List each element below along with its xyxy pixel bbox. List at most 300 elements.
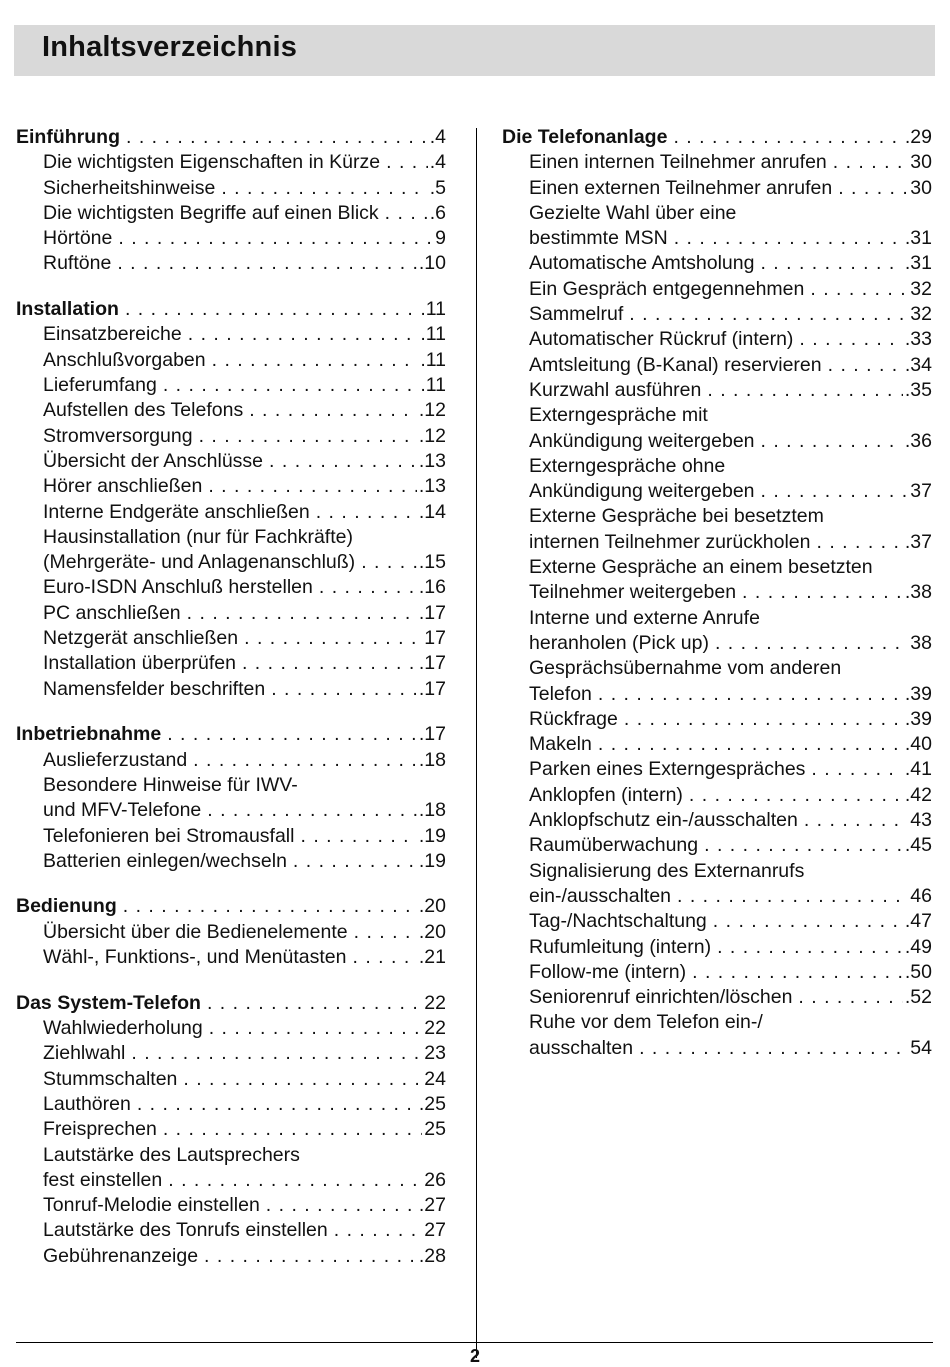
- toc-entry: [16, 474, 446, 499]
- toc-entry: [16, 1092, 446, 1117]
- toc-entry: [502, 429, 932, 454]
- toc-entry-title: Installation überprüfen: [43, 652, 236, 675]
- toc-entry-title: Ankündigung weitergeben: [529, 429, 755, 452]
- toc-entry-title: Follow-me (intern): [529, 960, 687, 983]
- toc-page-number: 32: [910, 303, 932, 326]
- toc-page-number: .39: [904, 682, 932, 705]
- toc-leader-dots: [293, 849, 417, 874]
- toc-entry: [502, 707, 932, 732]
- toc-entry: [16, 575, 446, 600]
- toc-page-number: .4: [429, 126, 446, 148]
- toc-entry-title: Interne Endgeräte anschließen: [43, 500, 310, 523]
- toc-entry: [502, 656, 932, 681]
- toc-entry: [16, 601, 446, 626]
- toc-entry-title: Signalisierung des Externanrufs: [529, 859, 805, 882]
- toc-entry-title: (Mehrgeräte- und Anlagenanschluß): [43, 551, 356, 574]
- toc-section-heading: [16, 297, 446, 322]
- toc-entry: [16, 798, 446, 823]
- toc-leader-dots: [352, 945, 416, 970]
- toc-page-number: .15: [418, 551, 446, 574]
- toc-leader-dots: [673, 125, 902, 150]
- toc-entry: [502, 909, 932, 934]
- toc-entry-title: Installation: [16, 298, 119, 321]
- toc-entry-title: Amtsleitung (B-Kanal) reservieren: [529, 353, 822, 376]
- toc-page-number: .6: [429, 201, 446, 224]
- toc-leader-dots: [361, 550, 417, 575]
- toc-entry: [502, 631, 932, 656]
- toc-entry-title: Sicherheitshinweise: [43, 176, 216, 199]
- toc-entry-title: Hörtöne: [43, 227, 113, 250]
- toc-entry: [16, 1016, 446, 1041]
- toc-page-number: 27: [424, 1219, 446, 1242]
- toc-page-number: .19: [418, 824, 446, 847]
- toc-leader-dots: [742, 580, 903, 605]
- toc-page-number: 30: [910, 151, 932, 174]
- toc-leader-dots: [811, 757, 902, 782]
- toc-leader-dots: [704, 833, 903, 858]
- toc-section-heading: [16, 991, 446, 1016]
- toc-entry-title: Externe Gespräche bei besetztem: [529, 505, 824, 528]
- toc-section-heading: [16, 894, 446, 919]
- toc-page-number: .31: [904, 252, 932, 275]
- toc-entry-title: Freisprechen: [43, 1118, 157, 1141]
- toc-leader-dots: [300, 824, 416, 849]
- toc-page-number: 22: [424, 1017, 446, 1040]
- toc-entry: [502, 150, 932, 175]
- toc-page-number: .50: [904, 960, 932, 983]
- toc-leader-dots: [204, 1244, 417, 1269]
- toc-entry: [16, 677, 446, 702]
- toc-section-heading: [16, 722, 446, 747]
- toc-entry: [502, 353, 932, 378]
- toc-page-number: .29: [904, 126, 932, 148]
- toc-leader-dots: [598, 732, 903, 757]
- toc-leader-dots: [689, 783, 903, 808]
- toc-leader-dots: [137, 1092, 417, 1117]
- toc-entry: [502, 783, 932, 808]
- toc-leader-dots: [385, 201, 428, 226]
- toc-entry-title: bestimmte MSN: [529, 227, 668, 250]
- toc-entry-title: ausschalten: [529, 1036, 634, 1059]
- toc-entry-title: Lieferumfang: [43, 374, 157, 397]
- toc-page-number: .18: [418, 748, 446, 771]
- toc-leader-dots: [713, 909, 903, 934]
- toc-entry-title: Bedienung: [16, 895, 117, 918]
- toc-leader-dots: [717, 935, 903, 960]
- toc-leader-dots: [598, 682, 903, 707]
- toc-leader-dots: [212, 348, 419, 373]
- toc-entry-title: Rückfrage: [529, 707, 618, 730]
- toc-leader-dots: [804, 808, 908, 833]
- toc-page-number: 37: [910, 480, 932, 503]
- toc-page-number: .20: [418, 920, 446, 943]
- toc-entry-title: Inbetriebnahme: [16, 723, 162, 746]
- toc-entry: [502, 985, 932, 1010]
- toc-entry: [16, 1067, 446, 1092]
- toc-entry-title: Übersicht der Anschlüsse: [43, 449, 264, 472]
- toc-page-number: .33: [904, 328, 932, 351]
- toc-leader-dots: [221, 176, 427, 201]
- toc-page-number: .27: [418, 1194, 446, 1217]
- toc-page-number: 38: [910, 631, 932, 654]
- toc-entry: [16, 424, 446, 449]
- toc-entry: [502, 201, 932, 226]
- toc-page-number: .17: [418, 601, 446, 624]
- toc-leader-dots: [163, 1117, 422, 1142]
- toc-entry: [502, 251, 932, 276]
- toc-entry: [16, 1244, 446, 1269]
- toc-page-number: .17: [418, 723, 446, 746]
- toc-entry-title: Namensfelder beschriften: [43, 677, 266, 700]
- toc-page-number: .47: [904, 910, 932, 933]
- toc-entry: [502, 530, 932, 555]
- toc-leader-dots: [193, 748, 417, 773]
- toc-entry-title: Parken eines Externgespräches: [529, 758, 806, 781]
- toc-leader-dots: [271, 677, 417, 702]
- toc-entry-title: Ruftöne: [43, 252, 112, 275]
- toc-page-number: .37: [904, 530, 932, 553]
- toc-leader-dots: [761, 429, 903, 454]
- toc-entry: [16, 322, 446, 347]
- toc-entry: [16, 773, 446, 798]
- toc-entry: [502, 884, 932, 909]
- toc-entry: [16, 651, 446, 676]
- toc-right-column: [502, 125, 932, 1081]
- toc-leader-dots: [126, 125, 428, 150]
- toc-page-number: 46: [910, 884, 932, 907]
- page-title: Inhaltsverzeichnis: [42, 31, 298, 63]
- toc-page-number: .41: [904, 758, 932, 781]
- toc-entry: [502, 682, 932, 707]
- toc-leader-dots: [208, 474, 417, 499]
- toc-entry: [502, 403, 932, 428]
- toc-page-number: .25: [418, 1092, 446, 1115]
- toc-section: [502, 125, 932, 1061]
- toc-entry: [502, 1010, 932, 1035]
- toc-entry-title: Besondere Hinweise für IWV-: [43, 773, 298, 796]
- toc-section: [16, 722, 446, 874]
- toc-page-number: .5: [429, 176, 446, 199]
- toc-entry-title: ein-/ausschalten: [529, 884, 672, 907]
- toc-section-heading: [502, 125, 932, 150]
- toc-entry-title: Stummschalten: [43, 1067, 178, 1090]
- toc-page-number: .49: [904, 935, 932, 958]
- toc-page-number: 9: [435, 227, 446, 250]
- toc-entry: [502, 935, 932, 960]
- toc-entry-title: Seniorenruf einrichten/löschen: [529, 986, 793, 1009]
- toc-entry-title: internen Teilnehmer zurückholen: [529, 530, 811, 553]
- toc-leader-dots: [798, 985, 902, 1010]
- toc-entry-title: Kurzwahl ausführen: [529, 378, 702, 401]
- toc-page-number: 26: [424, 1168, 446, 1191]
- toc-entry: [502, 606, 932, 631]
- toc-entry: [502, 859, 932, 884]
- toc-leader-dots: [386, 150, 428, 175]
- toc-page-number: .18: [418, 799, 446, 822]
- toc-entry-title: Ein Gespräch entgegennehmen: [529, 277, 805, 300]
- toc-entry-title: Ankündigung weitergeben: [529, 480, 755, 503]
- toc-entry-title: Telefonieren bei Stromausfall: [43, 824, 295, 847]
- toc-entry-title: Hausinstallation (nur für Fachkräfte): [43, 525, 353, 548]
- toc-leader-dots: [131, 1041, 422, 1066]
- toc-left-column: [16, 125, 446, 1289]
- toc-page-number: .52: [904, 986, 932, 1009]
- toc-entry-title: Lautstärke des Tonrufs einstellen: [43, 1219, 328, 1242]
- toc-page-number: .42: [904, 783, 932, 806]
- toc-entry: [502, 479, 932, 504]
- toc-page-number: .12: [418, 399, 446, 422]
- toc-entry: [502, 226, 932, 251]
- toc-entry: [502, 960, 932, 985]
- toc-leader-dots: [319, 575, 417, 600]
- toc-entry-title: Stromversorgung: [43, 424, 193, 447]
- title-bar: [14, 25, 935, 76]
- toc-entry-title: Auslieferzustand: [43, 748, 188, 771]
- toc-entry-title: Teilnehmer weitergeben: [529, 581, 737, 604]
- toc-entry-title: Tag-/Nachtschaltung: [529, 910, 707, 933]
- toc-leader-dots: [125, 297, 418, 322]
- toc-entry: [16, 176, 446, 201]
- toc-page-number: .17: [418, 652, 446, 675]
- toc-page-number: 24: [424, 1067, 446, 1090]
- toc-entry-title: Die wichtigsten Eigenschaften in Kürze: [43, 151, 381, 174]
- toc-page-number: .21: [418, 946, 446, 969]
- toc-entry: [16, 525, 446, 550]
- toc-entry-title: Das System-Telefon: [16, 991, 201, 1014]
- toc-entry-title: Lauthören: [43, 1092, 131, 1115]
- toc-entry-title: Netzgerät anschließen: [43, 627, 239, 650]
- toc-leader-dots: [188, 322, 419, 347]
- toc-page-number: .20: [418, 895, 446, 918]
- toc-leader-dots: [167, 722, 417, 747]
- toc-entry: [16, 373, 446, 398]
- toc-entry: [16, 1117, 446, 1142]
- toc-entry: [502, 808, 932, 833]
- toc-entry: [502, 302, 932, 327]
- toc-page-number: .11: [420, 298, 446, 321]
- toc-leader-dots: [629, 302, 908, 327]
- toc-leader-dots: [677, 884, 908, 909]
- toc-entry-title: Automatische Amtsholung: [529, 252, 755, 275]
- toc-page-number: .11: [420, 323, 446, 346]
- toc-entry: [502, 555, 932, 580]
- toc-entry: [502, 833, 932, 858]
- toc-page-number: .16: [418, 576, 446, 599]
- toc-leader-dots: [183, 1067, 422, 1092]
- toc-entry: [16, 920, 446, 945]
- toc-entry: [16, 251, 446, 276]
- footer-rule: [16, 1342, 933, 1343]
- toc-entry: [16, 824, 446, 849]
- toc-leader-dots: [639, 1036, 908, 1061]
- toc-page-number: .31: [904, 227, 932, 250]
- toc-entry: [16, 150, 446, 175]
- toc-section: [16, 894, 446, 970]
- toc-page-number: .12: [418, 424, 446, 447]
- toc-entry-title: Externe Gespräche an einem besetzten: [529, 556, 873, 579]
- toc-entry-title: Einführung: [16, 126, 120, 148]
- toc-page-number: .19: [418, 849, 446, 872]
- toc-leader-dots: [163, 373, 419, 398]
- toc-entry-title: Lautstärke des Lautsprechers: [43, 1143, 300, 1166]
- toc-entry-title: Makeln: [529, 733, 592, 756]
- toc-entry: [502, 327, 932, 352]
- toc-entry-title: Aufstellen des Telefons: [43, 399, 244, 422]
- toc-entry-title: Euro-ISDN Anschluß herstellen: [43, 576, 313, 599]
- toc-leader-dots: [334, 1218, 423, 1243]
- toc-entry-title: Interne und externe Anrufe: [529, 606, 760, 629]
- toc-entry: [16, 226, 446, 251]
- toc-entry-title: Ziehlwahl: [43, 1042, 126, 1065]
- toc-entry: [16, 1218, 446, 1243]
- toc-page-number: 30: [910, 176, 932, 199]
- toc-leader-dots: [715, 631, 908, 656]
- toc-page-number: .10: [418, 252, 446, 275]
- toc-page-number: .40: [904, 733, 932, 756]
- toc-entry-title: Raumüberwachung: [529, 834, 699, 857]
- toc-page-number: 32: [910, 277, 932, 300]
- toc-page-number: .39: [904, 707, 932, 730]
- toc-entry-title: Sammelruf: [529, 303, 624, 326]
- toc-leader-dots: [249, 398, 417, 423]
- toc-entry: [502, 580, 932, 605]
- toc-entry-title: Telefon: [529, 682, 592, 705]
- toc-page-number: .4: [429, 151, 446, 174]
- toc-entry-title: Einen internen Teilnehmer anrufen: [529, 151, 827, 174]
- toc-entry-title: Anklopfen (intern): [529, 783, 683, 806]
- toc-page-number: .38: [904, 581, 932, 604]
- toc-page-number: .11: [420, 348, 446, 371]
- toc-leader-dots: [118, 226, 433, 251]
- toc-entry-title: Übersicht über die Bedienelemente: [43, 920, 348, 943]
- toc-leader-dots: [799, 327, 902, 352]
- toc-page-number: 22: [424, 991, 446, 1014]
- toc-entry-title: Wahlwiederholung: [43, 1017, 203, 1040]
- toc-leader-dots: [199, 424, 417, 449]
- toc-leader-dots: [838, 176, 908, 201]
- toc-entry-title: Anschlußvorgaben: [43, 348, 206, 371]
- toc-section-heading: [16, 125, 446, 150]
- toc-page-number: 17: [424, 627, 446, 650]
- toc-page-number: .45: [904, 834, 932, 857]
- toc-leader-dots: [828, 353, 903, 378]
- toc-page-number: .13: [418, 449, 446, 472]
- toc-entry: [16, 1168, 446, 1193]
- toc-page-number: 23: [424, 1042, 446, 1065]
- toc-entry-title: Die wichtigsten Begriffe auf einen Blick: [43, 201, 379, 224]
- toc-entry-title: Einsatzbereiche: [43, 323, 182, 346]
- toc-leader-dots: [266, 1193, 417, 1218]
- toc-entry-title: Hörer anschließen: [43, 475, 203, 498]
- toc-entry: [502, 1036, 932, 1061]
- toc-leader-dots: [207, 991, 422, 1016]
- toc-leader-dots: [761, 479, 909, 504]
- toc-leader-dots: [242, 651, 417, 676]
- toc-entry: [16, 849, 446, 874]
- toc-entry: [16, 500, 446, 525]
- toc-leader-dots: [316, 500, 417, 525]
- toc-entry-title: heranholen (Pick up): [529, 631, 709, 654]
- toc-entry-title: Ruhe vor dem Telefon ein-/: [529, 1011, 763, 1034]
- toc-leader-dots: [123, 894, 417, 919]
- toc-entry: [502, 277, 932, 302]
- toc-page-number: .14: [418, 500, 446, 523]
- toc-leader-dots: [707, 378, 903, 403]
- toc-entry: [16, 201, 446, 226]
- toc-entry: [502, 454, 932, 479]
- toc-leader-dots: [207, 798, 417, 823]
- toc-leader-dots: [816, 530, 902, 555]
- toc-page-number: 43: [910, 809, 932, 832]
- toc-section: [16, 991, 446, 1269]
- toc-entry-title: Batterien einlegen/wechseln: [43, 849, 287, 872]
- toc-entry-title: Wähl-, Funktions-, und Menütasten: [43, 946, 347, 969]
- toc-page-number: .11: [420, 374, 446, 397]
- toc-entry-title: Anklopfschutz ein-/ausschalten: [529, 809, 798, 832]
- toc-section: [16, 125, 446, 277]
- toc-entry: [502, 176, 932, 201]
- toc-entry: [16, 1193, 446, 1218]
- toc-entry: [16, 550, 446, 575]
- toc-entry: [502, 504, 932, 529]
- column-divider: [476, 128, 477, 1358]
- toc-entry: [16, 348, 446, 373]
- toc-entry: [502, 378, 932, 403]
- toc-entry-title: Externgespräche ohne: [529, 454, 726, 477]
- toc-entry-title: Gesprächsübernahme vom anderen: [529, 657, 842, 680]
- toc-page-number: 54: [910, 1036, 932, 1059]
- toc-leader-dots: [244, 626, 422, 651]
- toc-page-number: .36: [904, 429, 932, 452]
- toc-entry-title: Rufumleitung (intern): [529, 935, 712, 958]
- toc-entry: [16, 1143, 446, 1168]
- toc-page-number: .17: [418, 677, 446, 700]
- toc-leader-dots: [692, 960, 903, 985]
- toc-entry-title: Tonruf-Melodie einstellen: [43, 1194, 260, 1217]
- toc-entry: [16, 626, 446, 651]
- toc-leader-dots: [354, 920, 417, 945]
- toc-section: [16, 297, 446, 702]
- toc-page-number: .28: [418, 1244, 446, 1267]
- toc-leader-dots: [674, 226, 903, 251]
- toc-entry-title: und MFV-Telefone: [43, 799, 202, 822]
- toc-entry: [502, 732, 932, 757]
- toc-entry-title: PC anschließen: [43, 601, 181, 624]
- toc-leader-dots: [168, 1168, 422, 1193]
- toc-entry-title: Gebührenanzeige: [43, 1244, 199, 1267]
- toc-entry: [502, 757, 932, 782]
- toc-entry-title: fest einstellen: [43, 1168, 163, 1191]
- toc-entry: [16, 748, 446, 773]
- toc-entry: [16, 449, 446, 474]
- toc-leader-dots: [624, 707, 903, 732]
- toc-entry-title: Gezielte Wahl über eine: [529, 201, 737, 224]
- toc-page-number: .34: [904, 353, 932, 376]
- page-number: 2: [469, 1346, 480, 1366]
- toc-leader-dots: [117, 251, 417, 276]
- toc-entry: [16, 398, 446, 423]
- toc-leader-dots: [187, 601, 417, 626]
- toc-leader-dots: [760, 251, 902, 276]
- toc-leader-dots: [833, 150, 909, 175]
- toc-entry-title: Die Telefonanlage: [502, 126, 668, 148]
- toc-page-number: 25: [424, 1118, 446, 1141]
- toc-entry-title: Externgespräche mit: [529, 404, 708, 427]
- toc-page-number: .13: [418, 475, 446, 498]
- toc-leader-dots: [269, 449, 417, 474]
- toc-entry: [16, 1041, 446, 1066]
- toc-leader-dots: [209, 1016, 423, 1041]
